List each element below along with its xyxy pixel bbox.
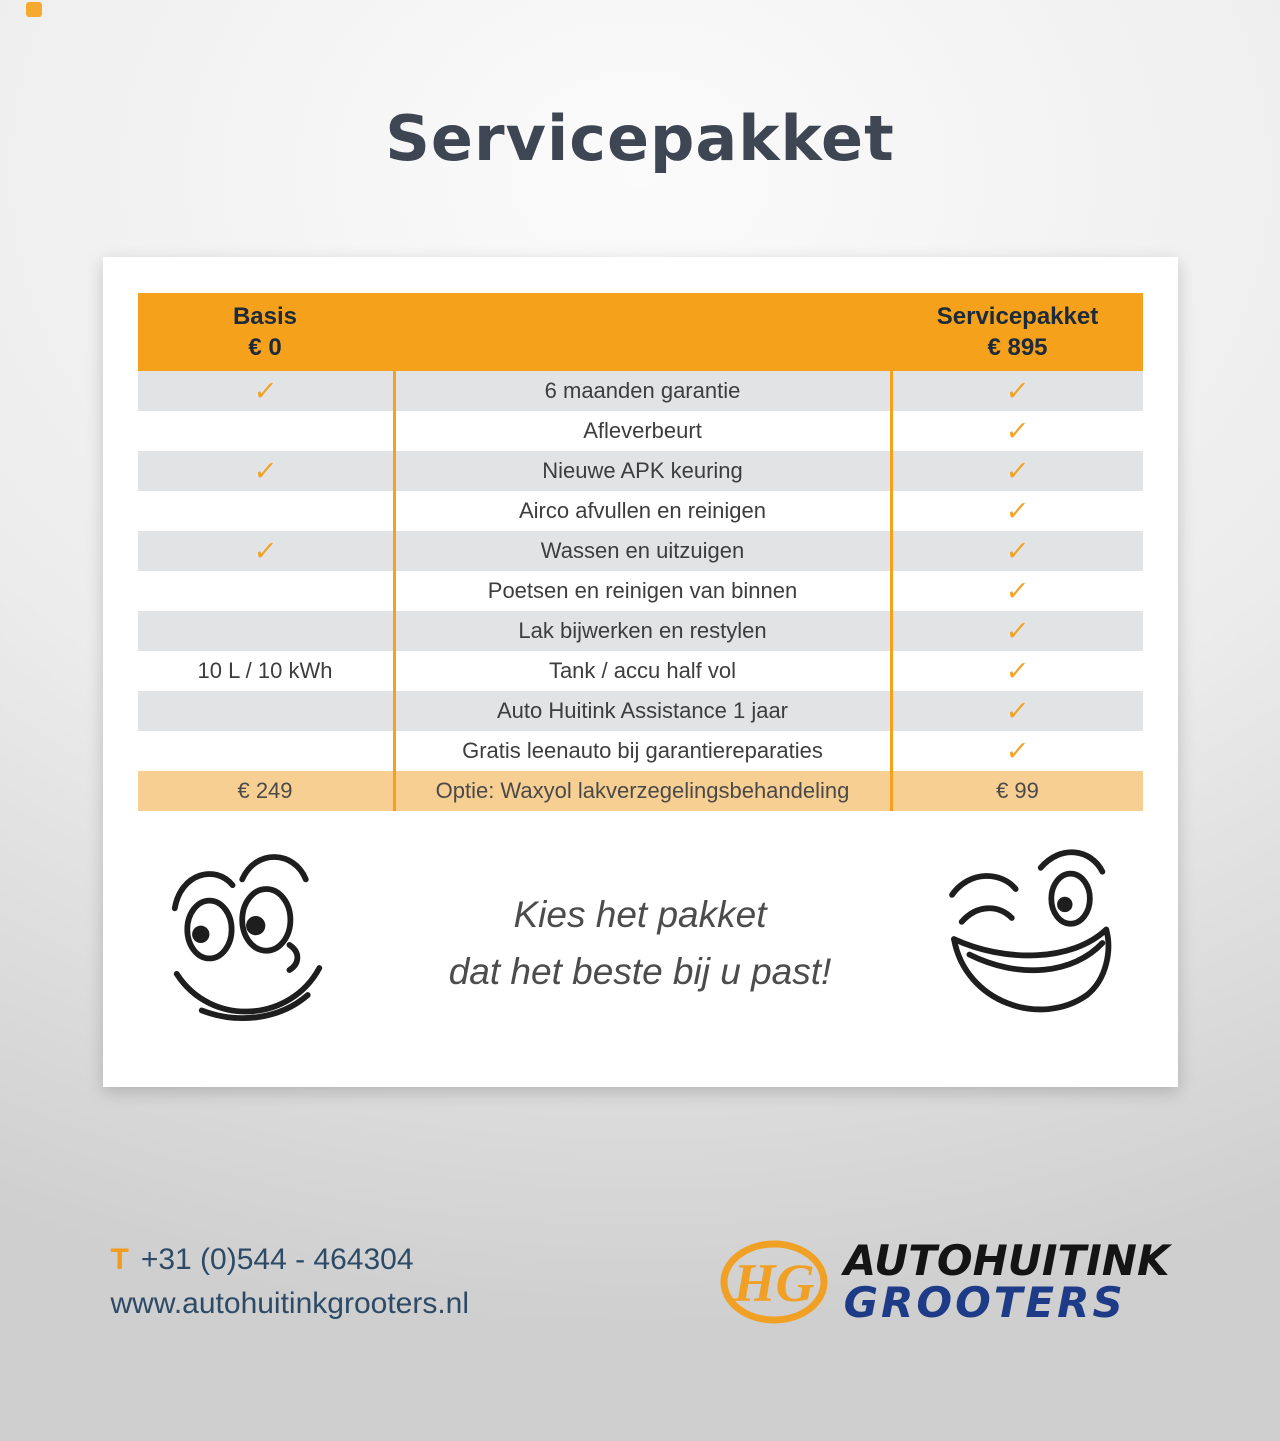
feature-cell [393, 651, 893, 691]
check-icon: ✓ [1004, 695, 1031, 726]
phone-line [111, 1243, 470, 1277]
basis-cell [138, 491, 393, 531]
basis-cell [138, 371, 393, 411]
service-title: Servicepakket [936, 302, 1099, 330]
feature-cell [393, 771, 893, 811]
feature-label: Wassen en uitzuigen [540, 538, 745, 563]
service-column-header [893, 301, 1143, 363]
service-cell [893, 571, 1143, 611]
service-cell [893, 411, 1143, 451]
website-url: www.autohuitinkgrooters.nl [110, 1287, 470, 1320]
feature-cell [393, 451, 893, 491]
comparison-panel [103, 257, 1178, 1087]
basis-cell [138, 411, 393, 451]
feature-label: Nieuwe APK keuring [542, 458, 743, 483]
table-row [138, 531, 1143, 571]
check-icon: ✓ [252, 455, 278, 486]
service-cell [893, 531, 1143, 571]
check-icon: ✓ [1004, 375, 1031, 406]
phone-number: +31 (0)544 - 464304 [140, 1243, 414, 1276]
check-icon: ✓ [1004, 615, 1031, 646]
table-row [138, 371, 1143, 411]
check-icon: ✓ [1004, 455, 1031, 486]
basis-cell [138, 611, 393, 651]
service-price: € 895 [987, 334, 1048, 361]
basis-cell [138, 651, 393, 691]
basis-column-header [138, 301, 393, 363]
feature-cell [393, 691, 893, 731]
logo-line2: GROOTERS [843, 1278, 1126, 1327]
feature-label: Lak bijwerken en restylen [518, 618, 767, 643]
feature-cell [393, 411, 893, 451]
service-cell [893, 491, 1143, 531]
monogram-text: HG [733, 1253, 815, 1313]
check-icon: ✓ [1004, 575, 1031, 606]
footer [103, 1236, 1178, 1327]
service-cell [893, 451, 1143, 491]
basis-cell [138, 571, 393, 611]
basis-value-label: 10 L / 10 kWh [197, 658, 333, 683]
feature-cell [393, 491, 893, 531]
option-basis-price: € 249 [237, 778, 293, 803]
service-cell [893, 611, 1143, 651]
page-title: Servicepakket [385, 102, 895, 175]
feature-cell [393, 731, 893, 771]
logo-text [843, 1236, 1170, 1327]
smiley-face-left-icon [142, 837, 354, 1049]
phone-label: T [110, 1243, 129, 1276]
basis-cell [138, 691, 393, 731]
table-row [138, 691, 1143, 731]
feature-label: Gratis leenauto bij garantiereparaties [462, 738, 823, 763]
tagline [354, 886, 927, 1001]
table-row [138, 491, 1143, 531]
check-icon: ✓ [252, 535, 278, 566]
check-icon: ✓ [252, 375, 278, 406]
service-cell [893, 731, 1143, 771]
check-icon: ✓ [1004, 495, 1031, 526]
table-header [138, 293, 1143, 371]
table-row [138, 451, 1143, 491]
basis-cell [138, 531, 393, 571]
basis-title: Basis [232, 302, 298, 330]
feature-cell [393, 611, 893, 651]
feature-label: Auto Huitink Assistance 1 jaar [496, 698, 789, 723]
hg-monogram-icon [718, 1239, 830, 1325]
tagline-line2: dat het beste bij u past! [448, 951, 832, 992]
feature-cell [393, 571, 893, 611]
option-service-price: € 99 [996, 778, 1039, 803]
tagline-section [138, 837, 1143, 1049]
feature-label: 6 maanden garantie [544, 378, 741, 403]
feature-label: Afleverbeurt [583, 418, 702, 443]
corner-marker [26, 2, 42, 17]
table-row [138, 731, 1143, 771]
basis-cell [138, 451, 393, 491]
check-icon: ✓ [1004, 415, 1031, 446]
service-cell [893, 651, 1143, 691]
contact-info [111, 1243, 470, 1321]
service-cell [893, 691, 1143, 731]
tagline-line1: Kies het pakket [513, 893, 767, 935]
service-cell [893, 371, 1143, 411]
company-logo [718, 1236, 1170, 1327]
feature-label: Tank / accu half vol [548, 658, 737, 683]
basis-cell [138, 771, 393, 811]
feature-label: Poetsen en reinigen van binnen [487, 578, 798, 603]
table-row [138, 571, 1143, 611]
smiley-face-right-icon [927, 837, 1139, 1049]
basis-cell [138, 731, 393, 771]
table-row [138, 611, 1143, 651]
service-cell [893, 771, 1143, 811]
table-row [138, 651, 1143, 691]
option-row [138, 771, 1143, 811]
feature-cell [393, 531, 893, 571]
logo-line1: AUTOHUITINK [843, 1236, 1170, 1285]
table-row [138, 411, 1143, 451]
check-icon: ✓ [1004, 655, 1031, 686]
option-feature-label: Optie: Waxyol lakverzegelingsbehandeling [435, 778, 850, 803]
basis-price: € 0 [248, 334, 282, 361]
feature-label: Airco afvullen en reinigen [518, 498, 767, 523]
check-icon: ✓ [1004, 535, 1031, 566]
feature-cell [393, 371, 893, 411]
check-icon: ✓ [1004, 735, 1031, 766]
